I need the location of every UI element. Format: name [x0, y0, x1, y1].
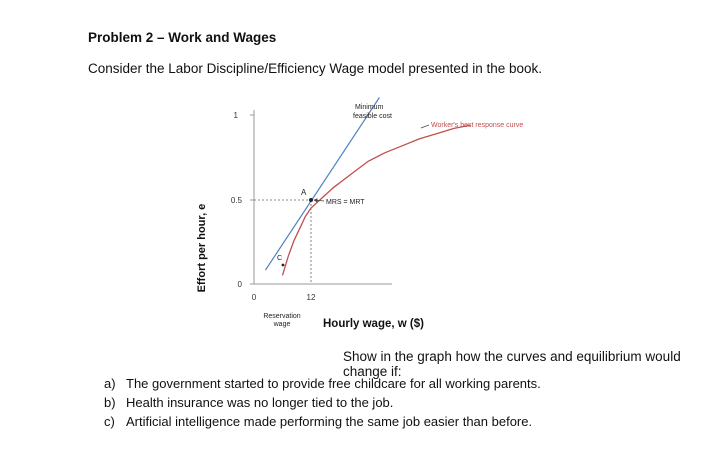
y-axis-title: Effort per hour, e	[196, 203, 208, 293]
task-item-c	[104, 413, 541, 432]
label-minimum: Minimum	[355, 104, 384, 111]
task-marker: c)	[104, 414, 115, 429]
task-marker: a)	[104, 376, 116, 391]
label-point-a: A	[301, 188, 307, 197]
x-tick-label-12: 12	[306, 293, 316, 302]
task-text: The government started to provide free childcare for all working parents.	[126, 376, 541, 391]
label-best-response-curve: Worker's best response curve	[431, 122, 524, 129]
minimum-feasible-cost-line	[265, 98, 379, 271]
task-item-a	[104, 375, 541, 394]
intro-text: Consider the Labor Discipline/Efficiency Wage model presented in the book.	[88, 61, 543, 76]
label-reservation: Reservation	[263, 313, 301, 320]
y-tick-label-0: 0	[237, 280, 242, 289]
problem-title: Problem 2 – Work and Wages	[88, 30, 277, 45]
point-c-marker	[282, 264, 285, 267]
arrow-mrs-mrt	[314, 200, 324, 201]
task-text: Artificial intelligence made performing the same job easier than before.	[126, 414, 533, 429]
pointer-best-response	[421, 125, 429, 128]
y-tick-label-1: 1	[233, 111, 238, 120]
efficiency-wage-chart	[188, 92, 548, 328]
x-axis-title: Hourly wage, w ($)	[323, 318, 424, 330]
task-list	[104, 375, 541, 432]
y-tick-label-0-5: 0.5	[230, 196, 242, 205]
task-item-b	[104, 394, 541, 413]
task-marker: b)	[104, 395, 116, 410]
point-a-marker	[309, 198, 313, 202]
label-mrs-mrt: MRS = MRT	[326, 199, 365, 206]
task-text: Health insurance was no longer tied to the job.	[126, 395, 394, 410]
label-point-c: C	[277, 255, 283, 262]
label-wage: wage	[273, 321, 291, 328]
label-feasible-cost: feasible cost	[353, 113, 392, 120]
question-text: Show in the graph how the curves and equilibrium would change if:	[343, 349, 681, 379]
x-tick-label-0: 0	[251, 293, 257, 302]
